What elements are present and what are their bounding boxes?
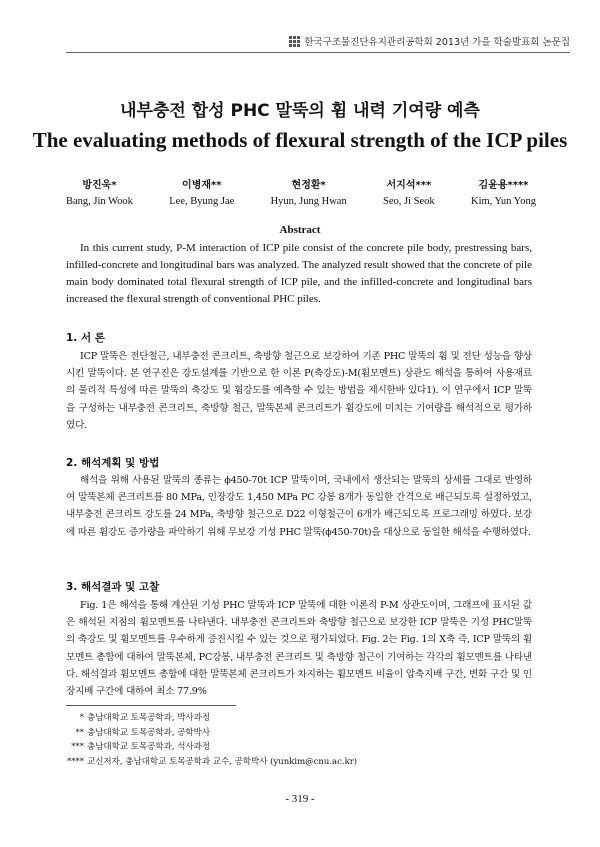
header-divider <box>66 52 570 53</box>
footnote-divider <box>66 705 236 706</box>
footnote-mark: *** <box>71 742 84 752</box>
footnote-mark: * <box>79 713 84 723</box>
author <box>271 176 347 207</box>
section-heading-introduction: 1. 서 론 <box>66 332 105 344</box>
abstract-heading: Abstract <box>279 224 321 236</box>
title-korean: 내부충전 합성 PHC 말뚝의 휨 내력 기여량 예측 <box>120 101 480 121</box>
author-name-korean: 서지석*** <box>386 180 432 191</box>
author-list <box>66 176 536 207</box>
page-number: - 319 - <box>285 793 315 805</box>
author-name-english: Kim, Yun Yong <box>470 196 536 207</box>
section-text-analysis-plan: 해석을 위해 사용된 말뚝의 종류는 ϕ450-70t ICP 말뚝이며, 국내에서 생산되는 말뚝의 상세를 그대로 반영하여 말뚝본체 콘크리트를 80 MPa, 인장강도 1,450 MPa PC 강봉 8개가 동일한 간격으로 배근되도록 설정하였고, 내부충전 콘크리트 강도를 24 MPa, 축방향 철근으로 D22 이형철근이 6개가 배근되도록 프로그래밍 하였다. 보강에 따른 휨강도 증가량을 파악하기 위해 무보강 기성 PHC 말뚝(ϕ450-70t)을 대상으로 동일한 해석을 수행하였다. <box>66 475 532 538</box>
running-header-text: 한국구조물진단유지관리공학회 2013년 가을 학술발표회 논문집 <box>304 37 570 48</box>
section-text-results: Fig. 1은 해석을 통해 계산된 기성 PHC 말뚝과 ICP 말뚝에 대한 이론적 P-M 상관도이며, 그래프에 표시된 값은 해석된 지점의 휨모멘트를 나타낸다. 내부충전 콘크리트와 축방향 철근으로 보강한 ICP 말뚝은 기성 PHC말뚝의 축강도 및 휨모멘트를 우수하게 증진시킬 수 있는 것으로 평가되었다. Fig. 2는 Fig. 1의 X축 즉, ICP 말뚝의 휨모멘트 총합에 대하여 말뚝본체, PC강봉, 내부충전 콘크리트 및 축방향 철근이 기여하는 각각의 휨모멘트를 나타낸다. 해석결과 휨모멘트 총합에 대한 말뚝본체 콘크리트가 차지하는 휨모멘트 비율이 압축지배 구간, 변화 구간 및 인장지배 구간에 대하여 최소 77.9% <box>66 600 532 698</box>
footnote-mark: ** <box>75 727 84 738</box>
author <box>169 176 234 207</box>
author-name-english: Hyun, Jung Hwan <box>270 196 347 207</box>
footnote <box>62 711 357 726</box>
abstract-text: In this current study, P-M interaction of ICP pile consist of the concrete pile body, prestressing bars, infilled-concrete and longitudinal bars was analyzed. The analyzed result showed that the concrete of pile main body dominated total flexural strength of ICP pile, and the infilled-concrete and longitudinal bars increased the flexural strength of conventional PHC piles. <box>66 242 532 305</box>
author <box>471 176 536 207</box>
footnote-text: 충남대학교 토목공학과, 공학박사 <box>87 727 211 738</box>
section-heading-results: 3. 해석결과 및 고찰 <box>66 581 160 593</box>
footnote-text: 충남대학교 토목공학과, 석사과정 <box>87 742 211 752</box>
author-name-english: Seo, Ji Seok <box>383 196 435 207</box>
author-name-english: Lee, Byung Jae <box>169 196 235 207</box>
author <box>383 176 435 207</box>
footnote <box>62 755 357 770</box>
running-header <box>289 34 570 48</box>
title-english: The evaluating methods of flexural strength of the ICP piles <box>32 128 568 152</box>
section-text-introduction: ICP 말뚝은 전단철근, 내부충전 콘크리트, 축방향 철근으로 보강하여 기존 PHC 말뚝의 휨 및 전단 성능을 향상시킨 말뚝이다. 본 연구진은 강도설계를 기반으로 한 이론 P(축강도)-M(휨모멘트) 상관도 해석을 통하여 사용재료의 물리적 특성에 따른 말뚝의 축강도 및 휨강도를 예측할 수 있는 방법을 제시한바 있다1). 이 연구에서 ICP 말뚝을 구성하는 내부충전 콘크리트, 축방향 철근, 말뚝본체 콘크리트가 휨강도에 미치는 기여량을 해석적으로 평가하였다. <box>66 351 532 431</box>
footnotes <box>62 711 357 769</box>
footnote-text: 교신저자, 충남대학교 토목공학과 교수, 공학박사 (yunkim@cnu.ac.kr) <box>87 756 358 767</box>
footnote-text: 충남대학교 토목공학과, 박사과정 <box>87 713 211 723</box>
author-name-korean: 이병재** <box>182 180 222 191</box>
author-name-english: Bang, Jin Wook <box>66 196 133 207</box>
author <box>66 176 133 207</box>
footnote <box>62 726 357 741</box>
society-logo-icon <box>289 36 300 47</box>
footnote <box>62 740 357 755</box>
author-name-korean: 방진욱* <box>82 180 117 191</box>
section-heading-analysis-plan: 2. 해석계획 및 방법 <box>66 457 160 469</box>
author-name-korean: 현정환* <box>291 180 326 191</box>
author-name-korean: 김윤용**** <box>478 180 529 191</box>
footnote-mark: **** <box>67 756 84 767</box>
